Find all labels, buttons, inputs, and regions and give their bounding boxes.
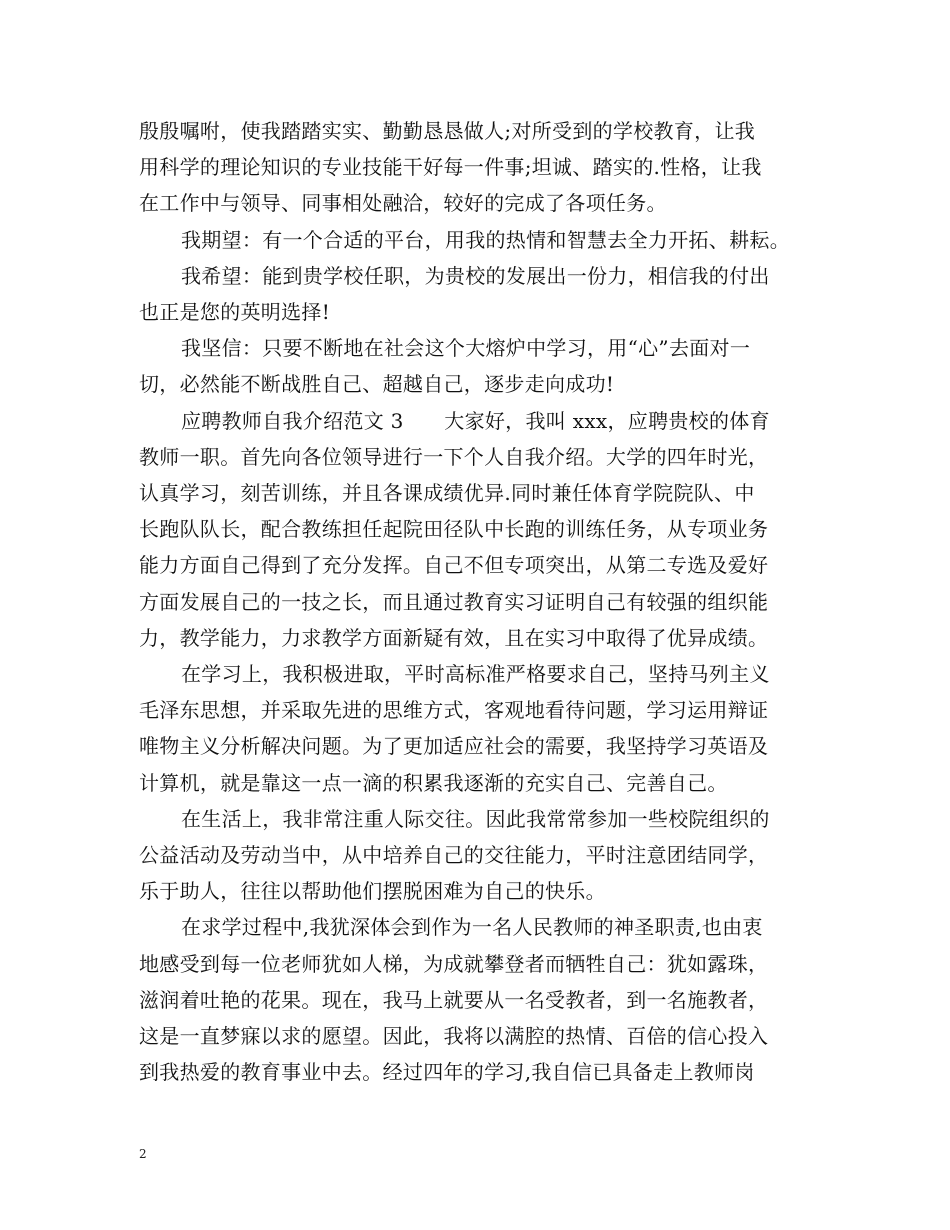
text-line: 殷殷嘱咐，使我踏踏实实、勤勤恳恳做人;对所受到的学校教育，让我 bbox=[139, 119, 756, 143]
text-line: 长跑队队长，配合教练担任起院田径队中长跑的训练任务，从专项业务 bbox=[139, 517, 769, 541]
text-line: 公益活动及劳动当中，从中培养自己的交往能力，平时注意团结同学， bbox=[139, 843, 769, 867]
text-line: 我坚信：只要不断地在社会这个大熔炉中学习，用“心”去面对一 bbox=[181, 336, 751, 360]
text-line: 教师一职。首先向各位领导进行一下个人自我介绍。大学的四年时光， bbox=[139, 445, 769, 469]
text-line: 在求学过程中,我犹深体会到作为一名人民教师的神圣职责,也由衷 bbox=[181, 915, 763, 939]
text-line: 唯物主义分析解决问题。为了更加适应社会的需要，我坚持学习英语及 bbox=[139, 734, 769, 758]
text-line: 我期望：有一个合适的平台，用我的热情和智慧去全力开拓、耕耘。 bbox=[181, 228, 790, 252]
text-line: 在学习上，我积极进取，平时高标准严格要求自己，坚持马列主义 bbox=[181, 662, 770, 686]
text-line: 我希望：能到贵学校任职，为贵校的发展出一份力，相信我的付出 bbox=[181, 264, 770, 288]
text-line: 乐于助人，往往以帮助他们摆脱困难为自己的快乐。 bbox=[139, 879, 606, 903]
page-number: 2 bbox=[139, 1147, 147, 1161]
text-line: 在生活上，我非常注重人际交往。因此我常常参加一些校院组织的 bbox=[181, 807, 770, 831]
text-line: 在工作中与领导、同事相处融洽，较好的完成了各项任务。 bbox=[139, 191, 667, 215]
text-line: 力，教学能力，力求教学方面新疑有效，且在实习中取得了优异成绩。 bbox=[139, 626, 769, 650]
text-line: 计算机，就是靠这一点一滴的积累我逐渐的充实自己、完善自己。 bbox=[139, 771, 728, 795]
text-line: 方面发展自己的一技之长，而且通过教育实习证明自己有较强的组织能 bbox=[139, 590, 769, 614]
text-line: 应聘教师自我介绍范文 3 大家好，我叫 xxx，应聘贵校的体育 bbox=[181, 409, 770, 433]
text-line: 毛泽东思想，并采取先进的思维方式，客观地看待问题，学习运用辩证 bbox=[139, 698, 769, 722]
text-line: 也正是您的英明选择! bbox=[139, 300, 331, 324]
text-line: 用科学的理论知识的专业技能干好每一件事;坦诚、踏实的.性格，让我 bbox=[139, 155, 762, 179]
text-line: 滋润着吐艳的花果。现在，我马上就要从一名受教者，到一名施教者， bbox=[139, 988, 769, 1012]
text-line: 这是一直梦寐以求的愿望。因此，我将以满腔的热情、百倍的信心投入 bbox=[139, 1024, 769, 1048]
text-line: 地感受到每一位老师犹如人梯，为成就攀登者而牺牲自己：犹如露珠， bbox=[139, 952, 769, 976]
text-line: 认真学习，刻苦训练，并且各课成绩优异.同时兼任体育学院院队、中 bbox=[139, 481, 755, 505]
text-line: 切，必然能不断战胜自己、超越自己，逐步走向成功! bbox=[139, 372, 615, 396]
text-line: 能力方面自己得到了充分发挥。自己不但专项突出，从第二专选及爱好 bbox=[139, 553, 769, 577]
text-line: 到我热爱的教育事业中去。经过四年的学习,我自信已具备走上教师岗 bbox=[139, 1060, 755, 1084]
